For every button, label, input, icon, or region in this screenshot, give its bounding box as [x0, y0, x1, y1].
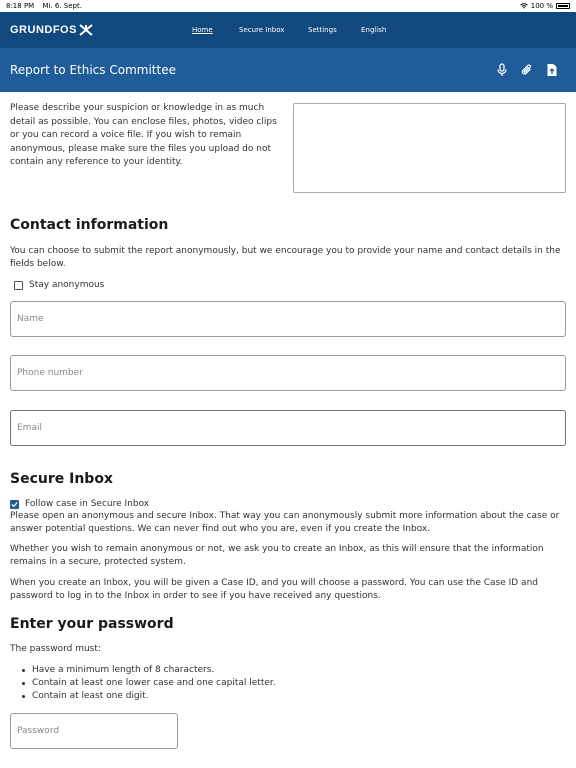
grundfos-x-icon	[79, 24, 93, 36]
follow-case-row[interactable]	[10, 499, 566, 509]
contact-heading: Contact information	[10, 217, 169, 233]
page-header	[0, 48, 576, 92]
header-tools	[496, 63, 558, 77]
status-bar	[0, 0, 576, 12]
form-content	[0, 102, 576, 749]
battery-percent: 100 %	[530, 2, 553, 10]
paperclip-icon[interactable]	[521, 63, 533, 77]
contact-intro: You can choose to submit the report anonymously, but we encourage you to provide your name and contact details in the fields below.	[10, 246, 561, 269]
follow-case-label: Follow case in Secure Inbox	[25, 499, 150, 509]
wifi-icon	[520, 3, 528, 9]
description-instructions: Please describe your suspicion or knowledge in as much detail as possible. You can enclose files, photos, video clips or you can record a voice file. If you wish to remain anonymous, please make sure the files you upload do not contain any reference to your identity.	[10, 103, 277, 167]
name-field[interactable]	[10, 301, 566, 337]
brand-logo[interactable]	[10, 24, 93, 36]
microphone-icon[interactable]	[496, 63, 508, 77]
checkmark-icon	[11, 501, 18, 508]
email-input[interactable]	[17, 423, 565, 433]
stay-anonymous-checkbox[interactable]	[14, 281, 23, 290]
password-intro: The password must:	[10, 644, 101, 654]
nav-link-settings[interactable]: Settings	[308, 26, 337, 34]
password-input[interactable]	[17, 726, 177, 736]
document-upload-icon[interactable]	[546, 63, 558, 77]
inbox-paragraph-2: Whether you wish to remain anonymous or not, we ask you to create an Inbox, as this will ensure that the information remains in a secure, protected system.	[10, 544, 544, 567]
stay-anonymous-label: Stay anonymous	[29, 280, 105, 290]
password-rule: Have a minimum length of 8 characters.	[22, 664, 566, 677]
battery-icon	[556, 3, 570, 9]
description-textarea[interactable]	[293, 103, 566, 193]
inbox-paragraph-1: Please open an anonymous and secure Inbox. That way you can anonymously submit more information about the case or answer potential questions. We can never find out who you are, even if you create the Inbox.	[10, 511, 560, 534]
name-input[interactable]	[17, 314, 565, 324]
follow-case-checkbox[interactable]	[10, 500, 19, 509]
stay-anonymous-row[interactable]	[14, 280, 566, 290]
password-rule: Contain at least one digit.	[22, 690, 566, 703]
password-heading: Enter your password	[10, 616, 174, 632]
password-rule: Contain at least one lower case and one capital letter.	[22, 677, 566, 690]
status-date: Mi. 6. Sept.	[42, 2, 82, 10]
top-navbar	[0, 12, 576, 48]
password-field[interactable]	[10, 713, 178, 749]
phone-input[interactable]	[17, 368, 565, 378]
inbox-paragraph-3: When you create an Inbox, you will be given a Case ID, and you will choose a password. You can use the Case ID and password to log in to the Inbox in order to see if you have received any questions.	[10, 578, 538, 601]
nav-link-home[interactable]: Home	[192, 26, 213, 34]
description-section	[10, 102, 566, 193]
status-time: 8:18 PM	[6, 2, 35, 10]
secure-inbox-heading: Secure Inbox	[10, 471, 113, 487]
email-field[interactable]	[10, 410, 566, 446]
phone-field[interactable]	[10, 355, 566, 391]
nav-link-language[interactable]: English	[361, 26, 387, 34]
password-rules	[22, 664, 566, 703]
page-title: Report to Ethics Committee	[10, 63, 176, 77]
brand-name: GRUNDFOS	[10, 24, 77, 36]
nav-link-secure-inbox[interactable]: Secure Inbox	[239, 26, 285, 34]
